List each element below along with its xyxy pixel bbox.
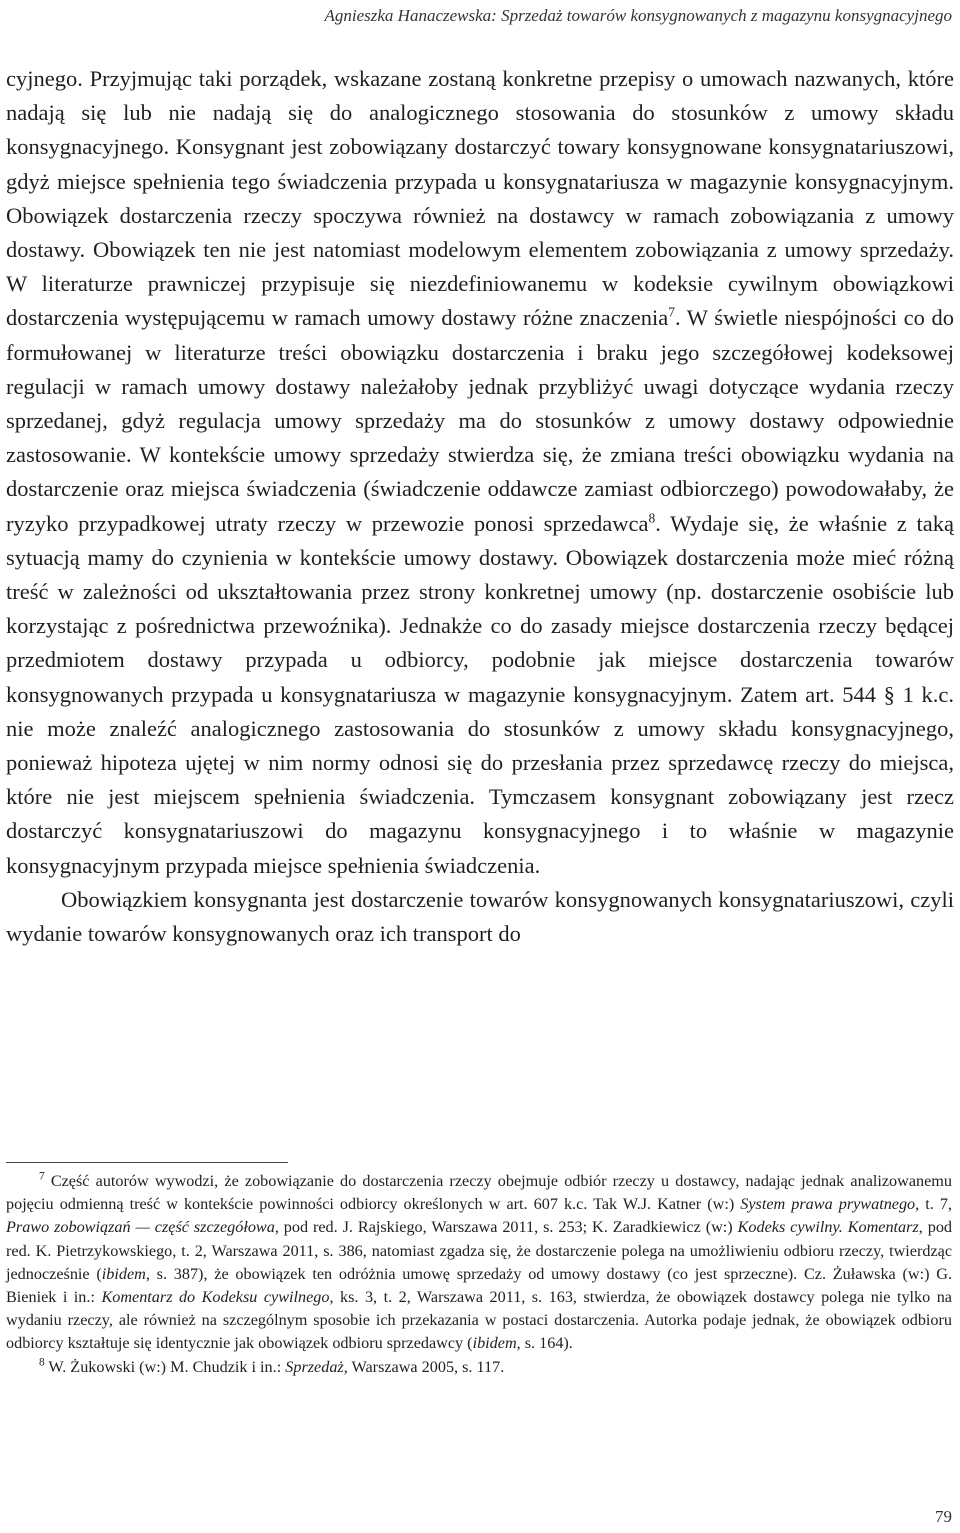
body-text [6, 62, 954, 951]
footnote-7-title: Prawo zobowiązań — część szczegółowa [6, 1218, 275, 1237]
footnote-8-number: 8 [39, 1356, 45, 1369]
footnote-8-text: W. Żukowski (w:) M. Chudzik i in.: [44, 1357, 286, 1376]
footnote-8 [6, 1356, 952, 1379]
footnotes [6, 1170, 952, 1379]
paragraph-1 [6, 62, 954, 883]
footnote-7-title: Kodeks cywilny. Komentarz [737, 1218, 919, 1237]
paragraph-2: Obowiązkiem konsygnanta jest dostarczenie towarów konsygnowanych konsygnatariuszowi, czyli wydanie towarów konsygnowanych oraz ich transport do [6, 886, 954, 947]
footnote-7-text: Część autorów wywodzi, że zobowiązanie do dostarczenia rzeczy obejmuje odbiór rzeczy u dostawcy, nadając jednak analizowanemu pojęciu odmienną treść w kontekście powinności odbiorcy określonych w art. 607 k.c. Tak W.J. Katner (w:) [6, 1172, 952, 1214]
footnote-7-text: , s. 387), że obowiązek ten odróżnia umowę sprzedaży od umowy dostawy (co jest sprzeczne). Cz. Żuławska (w:) G. Bieniek i in.: [6, 1264, 952, 1307]
footnote-7-ibidem: ibidem [101, 1264, 146, 1283]
running-head: Agnieszka Hanaczewska: Sprzedaż towarów konsygnowanych z magazynu konsygnacyjnego [324, 6, 952, 25]
footnote-ref-7[interactable]: 7 [668, 304, 675, 320]
paragraph-1-text-c: . Wydaje się, że właśnie z taką sytuacją mamy do czynienia w kontekście umowy dostawy. Obowiązek dostarczenia może mieć różną treść w zależności od ukształtowania przez strony konkretnej umowy (np. dostarczenie osobiście lub korzystając z pośrednictwa przewoźnika). Jednakże co do zasady miejsce dostarczenia rzeczy będącej przedmiotem dostawy przypada u odbiorcy, podobnie jak miejsce dostarczenia towarów konsygnowanych przypada u konsygnatariusza w magazynie konsygnacyjnym. Zatem art. 544 § 1 k.c. nie może znaleźć analogicznego zastosowania do stosunków z umowy składu konsygnacyjnego, ponieważ hipoteza ujętej w nim normy odnosi się do przesłania przez sprzedawcę rzeczy do miejsca, które nie jest miejscem spełnienia świadczenia. Tymczasem konsygnant zobowiązany jest rzecz dostarczyć konsygnatariuszowi do magazynu konsygnacyjnego i to właśnie w magazynie konsygnacyjnym przypada miejsce spełnienia świadczenia. [6, 510, 954, 878]
paragraph-1-text-a: cyjnego. Przyjmując taki porządek, wskazane zostaną konkretne przepisy o umowach nazwanych, które nadają się lub nie nadają się do analogicznego stosowania do stosunków z umowy składu konsygnacyjnego. Konsygnant jest zobowiązany dostarczyć towary konsygnowane konsygnatariuszowi, gdyż miejsce spełnienia tego świadczenia przypada u konsygnatariusza w magazynie konsygnacyjnym. Obowiązek dostarczenia rzeczy spoczywa również na dostawcy w ramach zobowiązania z umowy dostawy. Obowiązek ten nie jest natomiast modelowym elementem zobowiązania z umowy sprzedaży. W literaturze prawniczej przypisuje się niezdefiniowanemu w kodeksie cywilnym obowiązkowi dostarczenia występującemu w ramach umowy dostawy różne znaczenia [6, 66, 954, 331]
footnote-7-text: , t. 7, [915, 1195, 953, 1214]
footnote-7-text: , pod red. K. Pietrzykowskiego, t. 2, Warszawa 2011, s. 386, natomiast zgadza się, że dostarczenie polega na umożliwieniu odbioru rzeczy, twierdząc jednocześnie ( [6, 1218, 953, 1283]
footnote-7-title: System prawa prywatnego [740, 1195, 916, 1214]
footnote-ref-8[interactable]: 8 [648, 510, 656, 526]
page-number: 79 [935, 1507, 952, 1526]
footnote-7-ibidem: ibidem [472, 1334, 517, 1353]
footnote-7-title: Komentarz do Kodeksu cywilnego [101, 1288, 330, 1307]
footnote-separator [6, 1162, 288, 1163]
footnote-8-title: Sprzedaż [285, 1357, 344, 1376]
footnote-7-text: , s. 164). [516, 1334, 573, 1353]
paragraph-1-text-b: . W świetle niespójności co do formułowanej w literaturze treści obowiązku dostarczenia i braku jego szczegółowej kodeksowej regulacji w ramach umowy dostawy należałoby jednak przybliżyć uwagi dotyczące wydania rzeczy sprzedanej, gdyż regulacja umowy sprzedaży ma do stosunków z umowy dostawy odpowiednie zastosowanie. W kontekście umowy sprzedaży stwierdza się, że zmiana treści obowiązku wydania na dostarczenie oraz miejsca świadczenia (świadczenie oddawcze zamiast odbiorczego) powodowałaby, że ryzyko przypadkowej utraty rzeczy w przewozie ponosi sprzedawca [6, 305, 954, 536]
footnote-7-number: 7 [39, 1170, 45, 1183]
footnote-7-text: , ks. 3, t. 2, Warszawa 2011, s. 163, stwierdza, że obowiązek dostawcy polega nie tylko na wydaniu rzeczy, ale również na szczególnym sposobie ich przekazania w postaci dostarczenia. Autorka podaje jednak, że obowiązek odbioru odbiorcy kształtuje się identycznie jak obowiązek odbioru sprzedawcy ( [6, 1288, 952, 1353]
footnote-7 [6, 1170, 952, 1356]
footnote-8-text: , Warszawa 2005, s. 117. [343, 1357, 505, 1376]
footnote-7-text: , pod red. J. Rajskiego, Warszawa 2011, s. 253; K. Zaradkiewicz (w:) [274, 1218, 738, 1237]
